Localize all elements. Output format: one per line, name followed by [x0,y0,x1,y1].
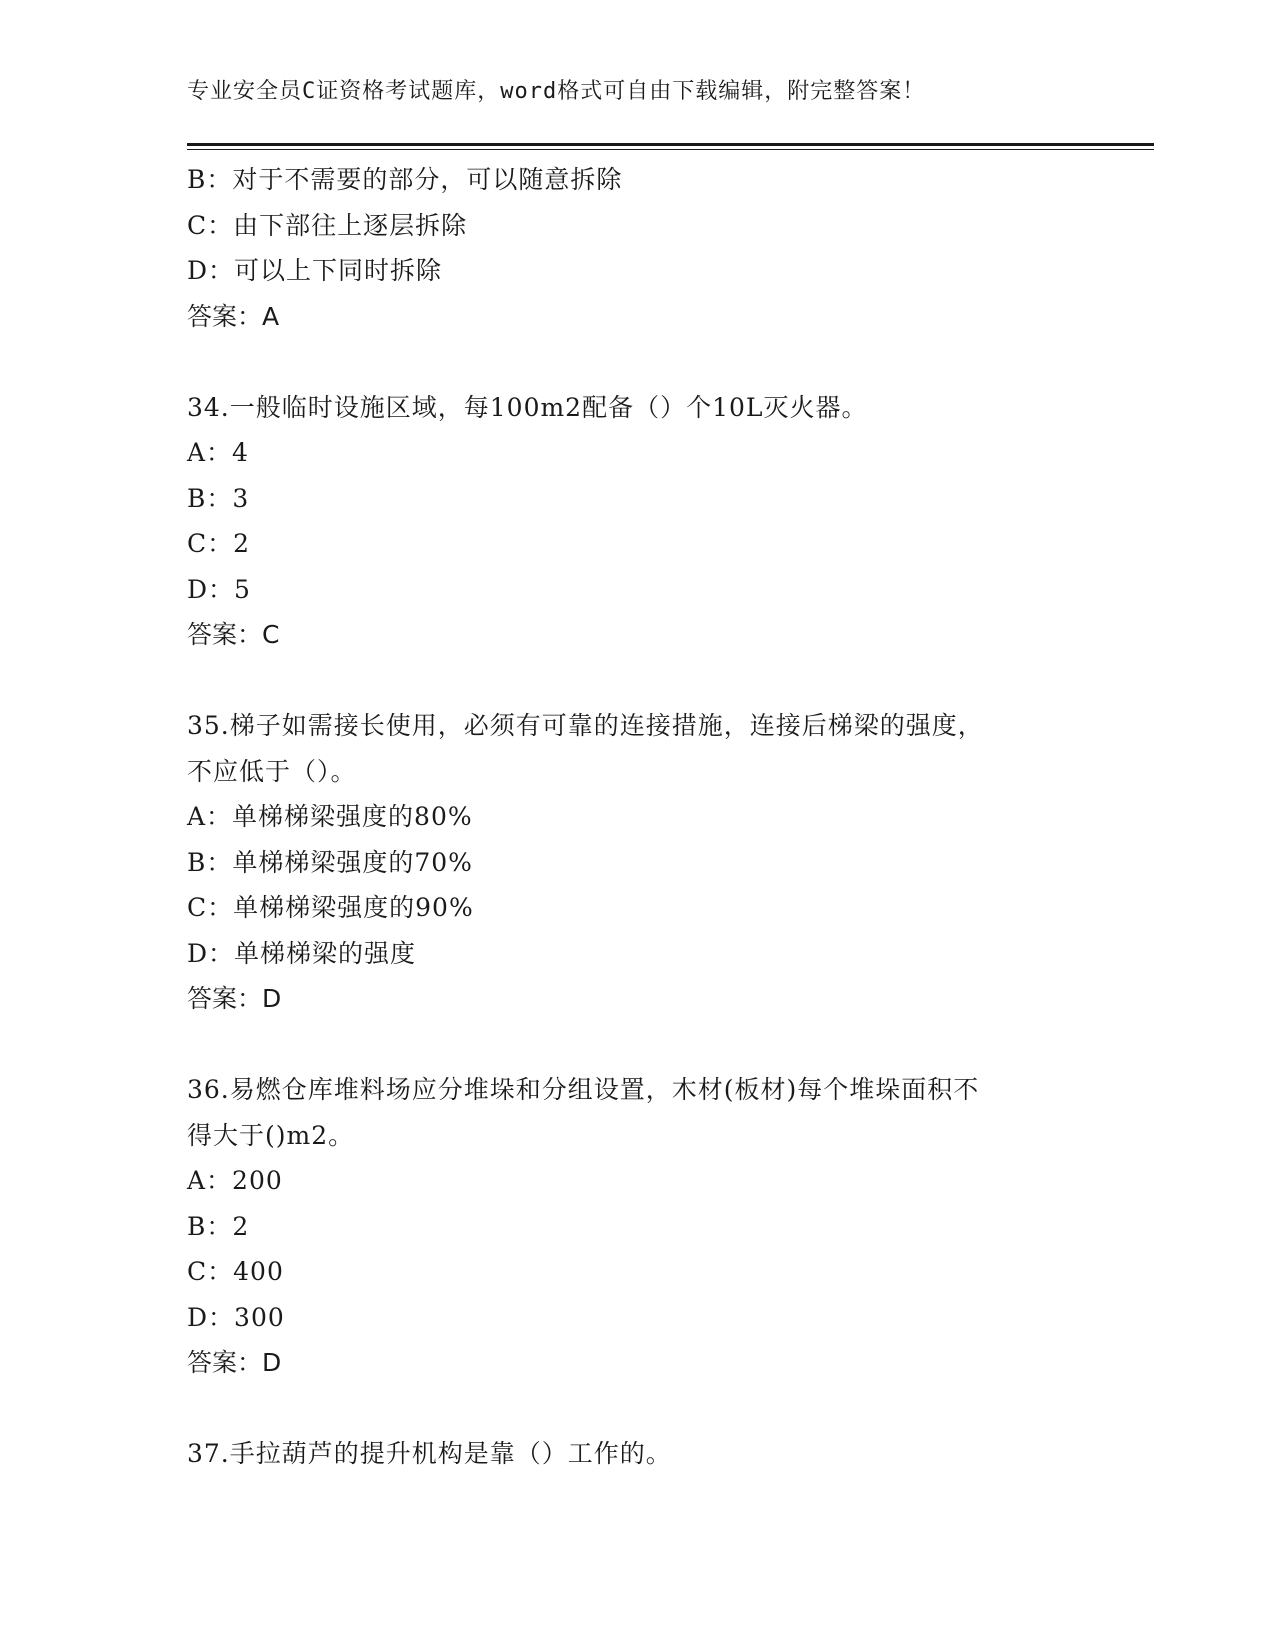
question-37 [187,1431,1087,1477]
option-c: C：单梯梯梁强度的90% [187,893,474,922]
option-d: D：300 [187,1302,285,1332]
page-header: 专业安全员C证资格考试题库，word格式可自由下载编辑，附完整答案！ [187,79,926,104]
option-a: A：200 [187,1166,283,1195]
answer-line: 答案：D [187,984,282,1013]
header-rule-thin [187,149,1154,150]
option-d: D：5 [187,574,251,604]
answer-line: 答案：D [187,1348,282,1377]
question-title: 34.一般临时设施区域，每100m2配备（）个10L灭火器。 [187,392,868,422]
question-title-continued: 得大于()m2。 [187,1120,355,1150]
question-list [187,157,1087,1477]
answer-line: 答案：A [187,301,280,331]
option-d: D：单梯梯梁的强度 [187,938,417,968]
option-d: D：可以上下同时拆除 [187,256,443,285]
option-b: B：单梯梯梁强度的70% [187,847,473,877]
option-b: B：3 [187,483,250,513]
question-title: 37.手拉葫芦的提升机构是靠（）工作的。 [187,1439,672,1468]
question-title-continued: 不应低于（）。 [187,756,357,786]
question-fragment [187,157,1087,339]
option-b: B：2 [187,1211,250,1241]
option-c: C：2 [187,529,251,558]
option-c: C：400 [187,1257,284,1286]
question-34 [187,385,1087,658]
question-36 [187,1067,1087,1386]
option-a: A：4 [187,438,249,467]
header-rule-thick [187,143,1154,146]
question-title: 36.易燃仓库堆料场应分堆垛和分组设置，木材(板材)每个堆垛面积不 [187,1075,980,1104]
question-35 [187,703,1087,1022]
option-b: B：对于不需要的部分，可以随意拆除 [187,165,623,194]
question-title: 35.梯子如需接长使用，必须有可靠的连接措施，连接后梯梁的强度， [187,711,984,740]
option-c: C：由下部往上逐层拆除 [187,210,468,240]
option-a: A：单梯梯梁强度的80% [187,802,473,831]
answer-line: 答案：C [187,620,280,649]
